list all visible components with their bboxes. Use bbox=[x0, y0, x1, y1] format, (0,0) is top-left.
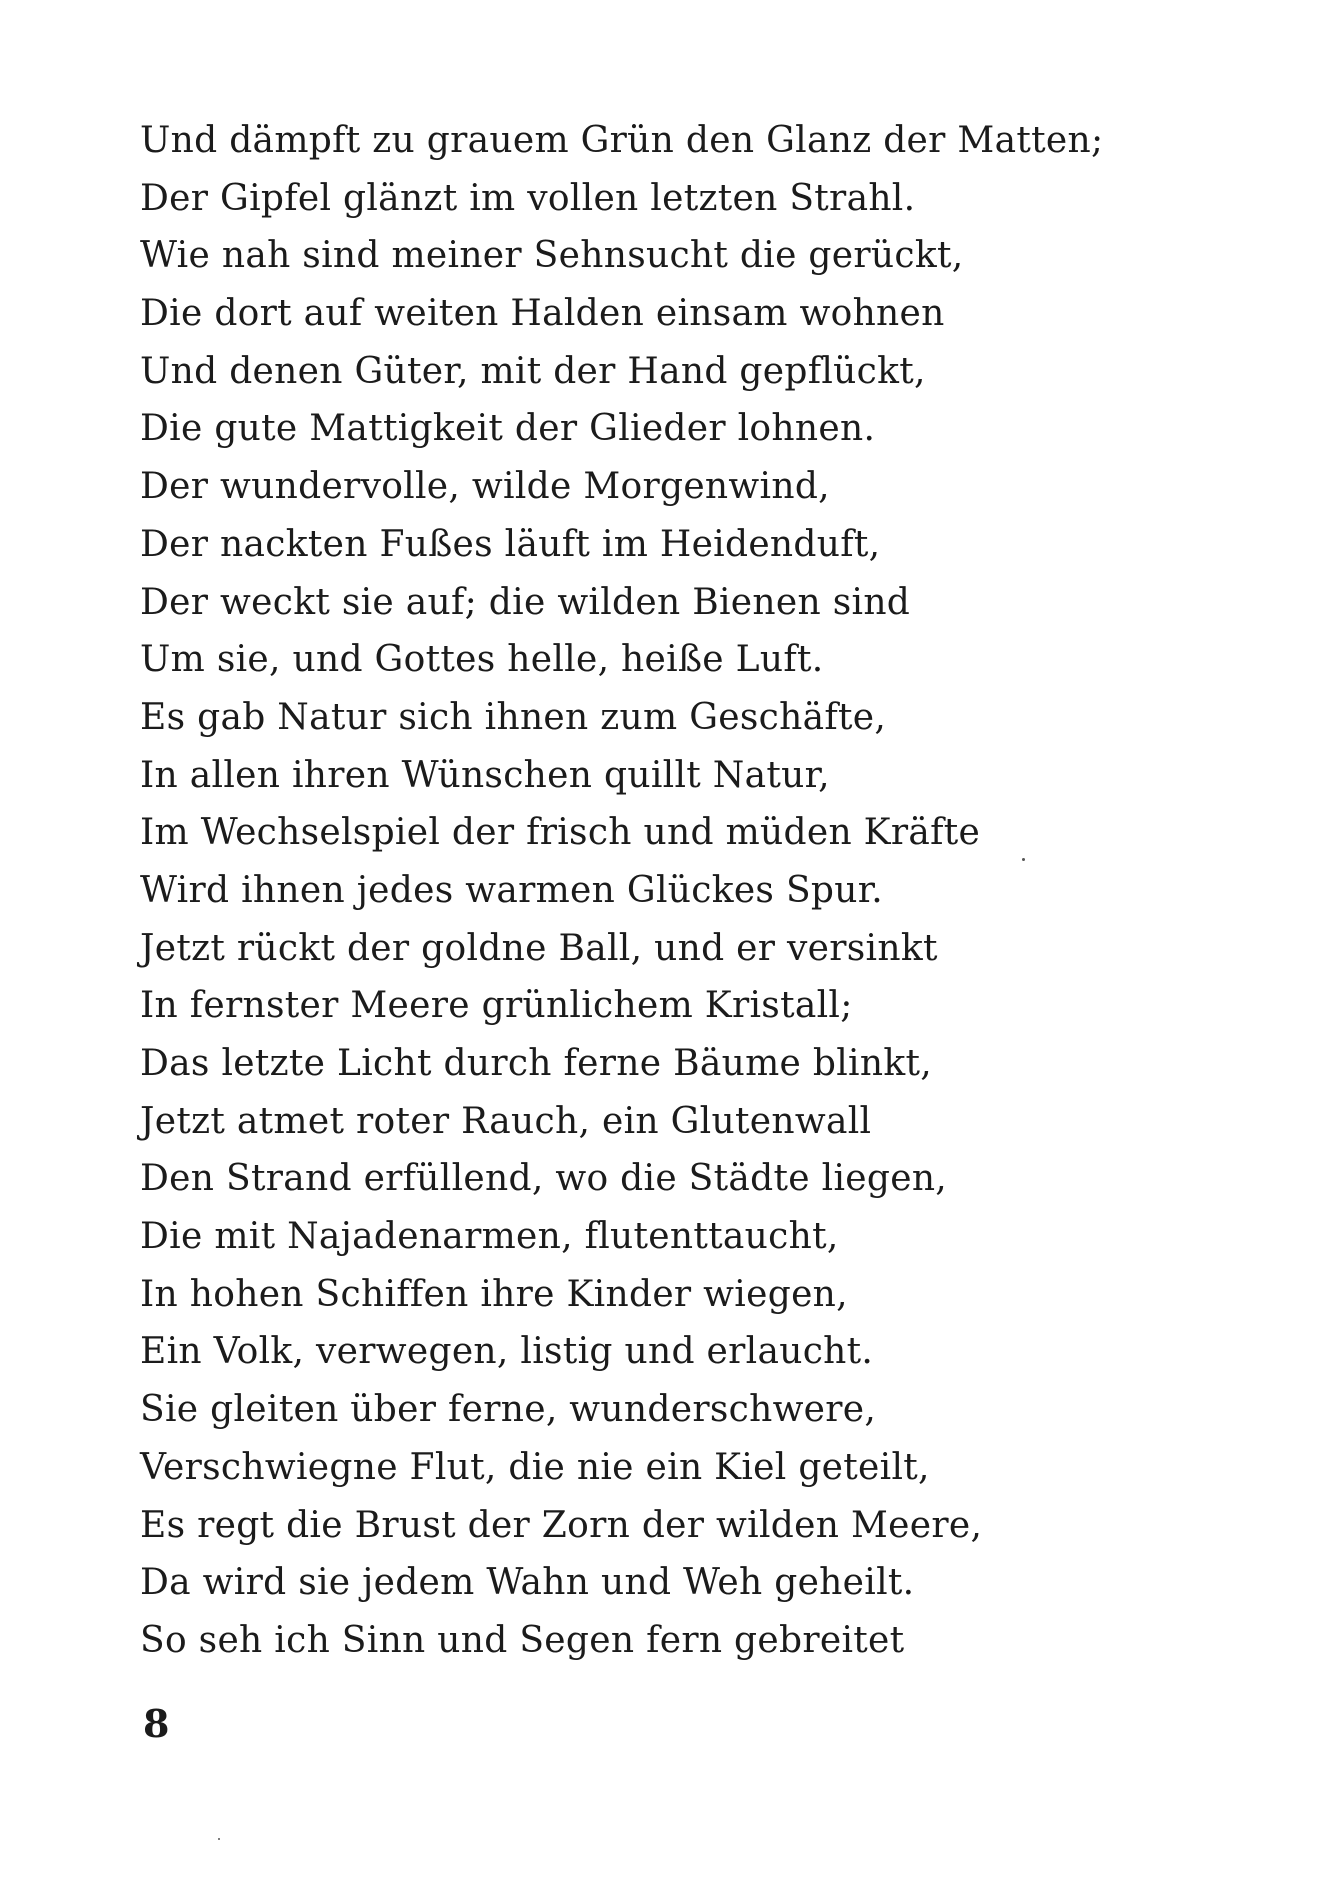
poem-line: Um sie, und Gottes helle, heiße Luft. bbox=[140, 639, 824, 681]
poem-line: Und denen Güter, mit der Hand gepflückt, bbox=[140, 350, 926, 392]
poem-text bbox=[140, 112, 1103, 1670]
poem-line: Sie gleiten über ferne, wunderschwere, bbox=[140, 1389, 877, 1431]
poem-line: In allen ihren Wünschen quillt Natur, bbox=[140, 754, 830, 796]
page-number: 8 bbox=[143, 1701, 170, 1746]
poem-line: Das letzte Licht durch ferne Bäume blinkt, bbox=[140, 1043, 932, 1084]
poem-line: In hohen Schiffen ihre Kinder wiegen, bbox=[140, 1273, 848, 1315]
poem-line: Es gab Natur sich ihnen zum Geschäfte, bbox=[140, 696, 887, 738]
poem-line: Wie nah sind meiner Sehnsucht die gerückt, bbox=[140, 235, 964, 277]
poem-line: Es regt die Brust der Zorn der wilden Meere, bbox=[140, 1504, 983, 1546]
poem-line: Verschwiegne Flut, die nie ein Kiel geteilt, bbox=[140, 1446, 930, 1488]
poem-line: Jetzt rückt der goldne Ball, und er versinkt bbox=[140, 927, 938, 969]
poem-line: Wird ihnen jedes warmen Glückes Spur. bbox=[140, 869, 884, 911]
poem-line: Den Strand erfüllend, wo die Städte liegen, bbox=[140, 1158, 948, 1200]
poem-line: Die gute Mattigkeit der Glieder lohnen. bbox=[140, 408, 876, 450]
poem-line: Der weckt sie auf; die wilden Bienen sind bbox=[140, 581, 911, 623]
poem-line: So seh ich Sinn und Segen fern gebreitet bbox=[140, 1619, 905, 1661]
poem-line: Der wundervolle, wilde Morgenwind, bbox=[140, 466, 830, 508]
poem-line: Und dämpft zu grauem Grün den Glanz der Matten; bbox=[140, 120, 1104, 161]
poem-line: Ein Volk, verwegen, listig und erlaucht. bbox=[140, 1331, 874, 1373]
poem-line: Im Wechselspiel der frisch und müden Kräfte bbox=[140, 812, 981, 854]
poem-line: Der nackten Fußes läuft im Heidenduft, bbox=[140, 523, 881, 565]
poem-line: In fernster Meere grünlichem Kristall; bbox=[140, 985, 853, 1027]
poem-line: Die mit Najadenarmen, flutenttaucht, bbox=[140, 1216, 839, 1258]
poem-line: Da wird sie jedem Wahn und Weh geheilt. bbox=[140, 1562, 915, 1604]
ink-speck bbox=[1022, 858, 1025, 861]
ink-speck bbox=[218, 1838, 220, 1840]
poem-line: Die dort auf weiten Halden einsam wohnen bbox=[140, 293, 945, 335]
poem-line: Jetzt atmet roter Rauch, ein Glutenwall bbox=[140, 1100, 872, 1142]
poem-line: Der Gipfel glänzt im vollen letzten Strahl. bbox=[140, 177, 916, 219]
